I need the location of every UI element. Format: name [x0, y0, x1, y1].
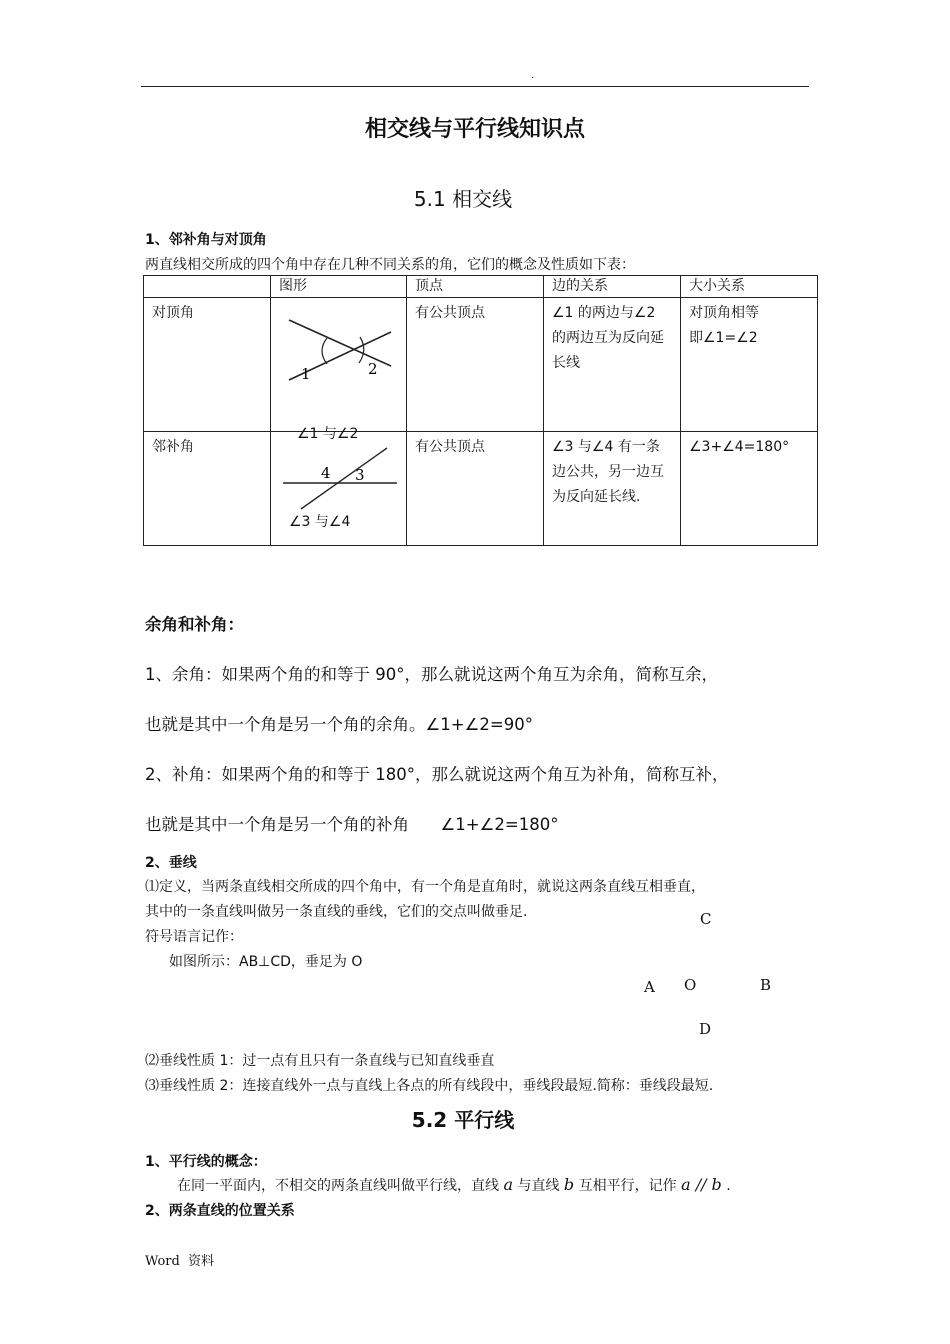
point-label-d: D	[699, 1020, 712, 1038]
paragraph-line: 其中的一条直线叫做另一条直线的垂线，它们的交点叫做垂足.	[145, 904, 528, 920]
subsection-heading: 2、两条直线的位置关系	[145, 1203, 295, 1219]
footer-label: Word 资料	[145, 1254, 215, 1269]
subsection-heading: 2、垂线	[145, 855, 197, 871]
table-intro: 两直线相交所成的四个角中存在几种不同关系的角，它们的概念及性质如下表：	[145, 257, 635, 273]
figure-cell	[271, 298, 407, 442]
paragraph-line: 2、补角：如果两个角的和等于 180°，那么就说这两个角互为补角，简称互补，	[145, 765, 729, 784]
document-title: 相交线与平行线知识点	[364, 117, 585, 142]
point-label-a: A	[644, 978, 655, 996]
figure-label: 4	[321, 464, 331, 482]
figure-label: 3	[355, 466, 365, 484]
paragraph-line: ⑴定义，当两条直线相交所成的四个角中，有一个角是直角时，就说这两条直线互相垂直，	[145, 879, 705, 895]
point-label-b: B	[760, 976, 772, 994]
row-name: 邻补角	[144, 432, 271, 546]
figure-label: 2	[368, 360, 378, 378]
row-sides: ∠3 与∠4 有一条边公共，另一边互为反向延长线.	[544, 432, 681, 546]
row-size: ∠3+∠4=180°	[681, 432, 818, 546]
vertical-angles-figure	[271, 298, 405, 432]
table-row	[144, 432, 818, 546]
table-header-cell: 图形	[271, 276, 407, 298]
subsection-heading: 1、平行线的概念：	[145, 1154, 267, 1170]
parallel-definition	[177, 1175, 731, 1195]
header-dot: .	[531, 70, 535, 81]
angles-table	[143, 275, 818, 546]
figure-caption: ∠3 与∠4	[289, 514, 351, 530]
row-size-line: 即∠1=∠2	[689, 330, 758, 346]
complement-heading: 余角和补角：	[145, 615, 244, 634]
paragraph-line: 1、余角：如果两个角的和等于 90°，那么就说这两个角互为余角，简称互余，	[145, 665, 718, 684]
math-variable: a	[503, 1175, 513, 1194]
table-header-cell: 顶点	[407, 276, 544, 298]
figure-label: 1	[301, 365, 311, 383]
text-span: 与直线	[517, 1178, 560, 1194]
subsection-heading: 1、邻补角与对顶角	[145, 232, 267, 248]
figure-caption: ∠1 与∠2	[297, 426, 359, 442]
math-variable: b	[563, 1175, 575, 1194]
paragraph-line: 也就是其中一个角是另一个角的余角。∠1+∠2=90°	[145, 715, 533, 734]
header-rule	[141, 86, 809, 87]
text-span: 互相平行，记作	[578, 1178, 677, 1194]
point-label-c: C	[700, 910, 712, 928]
paragraph-line: ⑶垂线性质 2：连接直线外一点与直线上各点的所有线段中，垂线段最短.简称：垂线段最短.	[145, 1078, 714, 1094]
paragraph-line: 如图所示：AB⊥CD，垂足为 O	[169, 954, 363, 970]
text-span: .	[726, 1178, 731, 1194]
figure-cell	[271, 432, 407, 546]
section-5-2-heading: 5.2 平行线	[411, 1108, 515, 1132]
text-span: 在同一平面内，不相交的两条直线叫做平行线，直线	[177, 1178, 499, 1194]
section-5-1-heading: 5.1 相交线	[413, 187, 513, 211]
table-header-cell: 大小关系	[681, 276, 818, 298]
row-vertex: 有公共顶点	[407, 298, 544, 432]
row-name: 对顶角	[144, 298, 271, 432]
table-row	[144, 298, 818, 432]
paragraph-line: 也就是其中一个角是另一个角的补角 ∠1+∠2=180°	[145, 815, 559, 834]
point-label-o: O	[684, 976, 697, 994]
paragraph-line: 符号语言记作：	[145, 929, 243, 945]
table-header-cell: 边的关系	[544, 276, 681, 298]
math-notation: a // b	[681, 1175, 722, 1194]
row-size-line: 对顶角相等	[689, 305, 759, 321]
table-header-row	[144, 276, 818, 298]
row-vertex: 有公共顶点	[407, 432, 544, 546]
table-header-cell	[144, 276, 271, 298]
row-size	[681, 298, 818, 432]
paragraph-line: ⑵垂线性质 1：过一点有且只有一条直线与已知直线垂直	[145, 1053, 495, 1069]
row-sides: ∠1 的两边与∠2 的两边互为反向延长线	[544, 298, 681, 432]
